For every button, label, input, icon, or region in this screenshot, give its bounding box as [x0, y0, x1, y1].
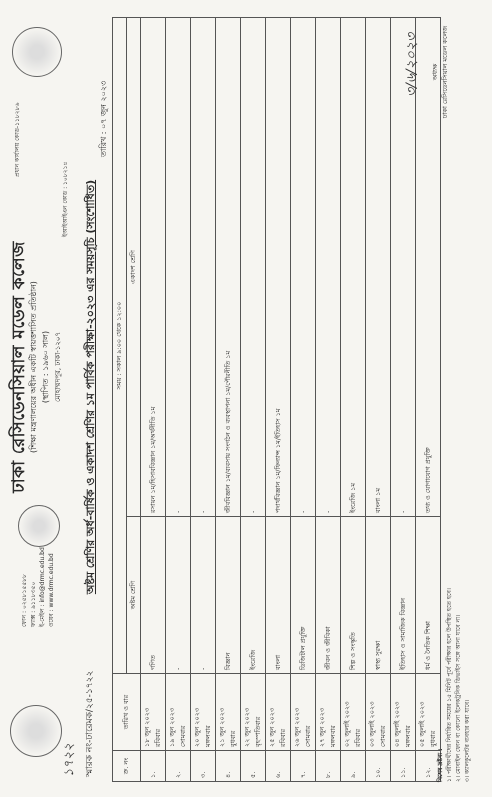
cell-date — [266, 674, 291, 751]
footer-notes — [436, 282, 472, 782]
contact-web: ওয়েব : www.drmc.edu.bd — [48, 553, 55, 627]
office-code: প্রধান কার্যালয় কোড-১১৮২৮৬ — [14, 102, 21, 177]
cell-sl: ৮. — [316, 751, 341, 782]
row-day: মঙ্গলবার — [404, 725, 412, 747]
cell-date — [166, 674, 191, 751]
note-title: বিশেষ দ্রষ্টব্য : — [437, 748, 444, 782]
cell-class8: ইতিহাস ও সামাজিক বিজ্ঞান — [391, 517, 416, 674]
cell-class8: - — [166, 517, 191, 674]
table-row — [241, 18, 266, 782]
cell-class8: বিজ্ঞান — [216, 517, 241, 674]
col-header-class8: অষ্টম শ্রেণি — [127, 517, 141, 674]
row-date: ২৭ জুন ২০২৩ — [318, 707, 326, 747]
row-day: রবিবার — [354, 728, 362, 747]
row-date: ২১ জুন ২০২৩ — [218, 707, 226, 747]
cell-class8: গণিত — [141, 517, 166, 674]
row-day: সোমবার — [379, 725, 387, 747]
row-date: ০৩ জুলাই ২০২৩ — [368, 701, 376, 747]
cell-class8: ইংরেজি — [241, 517, 266, 674]
cell-class11: - — [166, 18, 191, 517]
cell-class8: ডিজিটাল প্রযুক্তি — [291, 517, 316, 674]
signatory-institution: ঢাকা রেসিডেনসিয়াল মডেল কলেজ — [441, 25, 449, 119]
table-row — [166, 18, 191, 782]
row-date: ০৫ জুলাই ২০২৩ — [418, 701, 426, 747]
row-day: সোমবার — [179, 725, 187, 747]
row-day: বুধবার — [429, 730, 437, 747]
row-date: ২০ জুন ২০২৩ — [193, 707, 201, 747]
cell-sl: ১০. — [366, 751, 391, 782]
table-row — [266, 18, 291, 782]
cell-date — [191, 674, 216, 751]
college-established: (স্থাপিত : ১৯৬০ সাল) — [41, 330, 50, 404]
row-date: ১৮ জুন ২০২৩ — [143, 707, 151, 747]
college-logo-right — [12, 27, 62, 77]
cell-class11: পদার্থবিজ্ঞান ১ম/ফিন্যান্স ১ম/ইতিহাস ১ম — [266, 18, 291, 517]
contact-email: ই-মেইল : info@drmc.edu.bd — [39, 547, 46, 627]
signatory-title: অধ্যক্ষ — [431, 63, 439, 81]
cell-class11: ইংরেজি ১ম — [341, 18, 366, 517]
cell-class11: রসায়ন ১ম/হিসাববিজ্ঞান ১ম/অর্থনীতি ১ম — [141, 18, 166, 517]
row-day: সোমবার — [304, 725, 312, 747]
row-date: ০২ জুলাই ২০২৩ — [343, 701, 351, 747]
cell-date — [391, 674, 416, 751]
cell-class8: ধর্ম ও নৈতিক শিক্ষা — [416, 517, 441, 674]
cell-sl: ৪. — [216, 751, 241, 782]
cell-class8: শিল্প ও সংস্কৃতি — [341, 517, 366, 674]
note-item: ২। মোবাইল ফোন বা কোনো ইলেকট্রনিক ডিভাইস সঙ্গে আনা যাবে না। — [455, 614, 462, 782]
table-row — [191, 18, 216, 782]
cell-date — [341, 674, 366, 751]
cell-sl: ৫. — [241, 751, 266, 782]
cell-date — [291, 674, 316, 751]
cell-class11: তথ্য ও যোগাযোগ প্রযুক্তি — [416, 18, 441, 517]
col-header-date: তারিখ ও বার — [113, 674, 141, 751]
cell-sl: ৭. — [291, 751, 316, 782]
row-date: ২২ জুন ২০২৩ — [243, 707, 251, 747]
cell-class11: - — [241, 18, 266, 517]
row-day: বৃহস্পতিবার — [254, 716, 262, 747]
cell-class11: - — [191, 18, 216, 517]
signature-block — [430, 12, 450, 132]
college-subtitle: (শিক্ষা মন্ত্রণালয়ের অধীন একটি স্বায়ত্তশাসিত প্রতিষ্ঠান) — [29, 281, 38, 453]
row-date: ০৪ জুলাই ২০২৩ — [393, 701, 401, 747]
cell-sl: ৯. — [341, 751, 366, 782]
row-day: রবিবার — [279, 728, 287, 747]
cell-class8: বাংলা — [266, 517, 291, 674]
table-row — [141, 18, 166, 782]
cell-date — [216, 674, 241, 751]
issue-date: তারিখ : ০৭ জুন ২০২৩ — [99, 80, 108, 157]
cell-class11: - — [316, 18, 341, 517]
cell-sl: ২. — [166, 751, 191, 782]
handwritten-signature: ৩/৬/২০২৩ — [404, 32, 420, 97]
row-date: ২৫ জুন ২০২৩ — [268, 707, 276, 747]
contact-block — [20, 507, 56, 627]
cell-class11: - — [391, 18, 416, 517]
col-header-sl: ক্র. নং — [113, 751, 141, 782]
col-header-time: সময় : সকাল ৯:০০ থেকে ১২:০০ — [113, 18, 127, 674]
eiin-code: ইআইআইএন কোড : ১০৮২১৪ — [62, 161, 69, 237]
row-day: মঙ্গলবার — [329, 725, 337, 747]
college-logo-left — [10, 705, 62, 757]
cell-class8: - — [191, 517, 216, 674]
row-day: বুধবার — [229, 730, 237, 747]
cell-sl: ৬. — [266, 751, 291, 782]
table-row — [391, 18, 416, 782]
table-row — [216, 18, 241, 782]
cell-sl: ১. — [141, 751, 166, 782]
cell-sl: ১২. — [416, 751, 441, 782]
note-item: ৩। ক্যালকুলেটর ব্যবহার করা যাবে। — [464, 699, 471, 782]
row-date: ১৯ জুন ২০২৩ — [168, 707, 176, 747]
table-row — [291, 18, 316, 782]
cell-class11: বাংলা ১ম — [366, 18, 391, 517]
cell-class11: জীববিজ্ঞান ১ম/ব্যবসায় সংগঠন ও ব্যবস্থাপনা ১ম/পৌরনীতি ১ম — [216, 18, 241, 517]
college-name: ঢাকা রেসিডেনসিয়াল মডেল কলেজ — [9, 241, 29, 493]
cell-date — [366, 674, 391, 751]
note-item: ১। পরীক্ষার্থীদের নির্ধারিত সময়ের ১৫ মিনিট পূর্বে পরীক্ষার হলে উপস্থিত হতে হবে। — [446, 588, 453, 782]
college-address: মোহাম্মদপুর, ঢাকা-১২০৭ — [54, 331, 62, 403]
cell-date — [141, 674, 166, 751]
row-day: রবিবার — [154, 728, 162, 747]
row-day: মঙ্গলবার — [204, 725, 212, 747]
cell-sl: ১১. — [391, 751, 416, 782]
exam-title: অষ্টম শ্রেণির অর্ধ-বার্ষিক ও একাদশ শ্রেণির ১ম পার্বিক পরীক্ষা-২০২৩ এর সময়সূচি (সংশোধিত) — [84, 179, 97, 595]
row-date: ২৬ জুন ২০২৩ — [293, 707, 301, 747]
contact-fax: ফ্যাক্স : ৯১১৮৩৫০ — [30, 581, 37, 627]
cell-class11: - — [291, 18, 316, 517]
cell-class8: স্বাস্থ্য সুরক্ষা — [366, 517, 391, 674]
cell-date — [241, 674, 266, 751]
table-row — [341, 18, 366, 782]
cell-date — [316, 674, 341, 751]
cell-class8: জীবন ও জীবিকা — [316, 517, 341, 674]
reference-number: স্মারক নং-ঢারেমক/২৫-১৭২২ — [85, 670, 95, 777]
handwritten-ref: ১৭২২ — [62, 743, 77, 777]
table-row — [366, 18, 391, 782]
exam-schedule-table — [112, 17, 441, 782]
col-header-class11: একাদশ শ্রেণি — [127, 18, 141, 517]
contact-phone: ফোন : ০২৫৮১৫৫৮৮ — [21, 573, 28, 627]
cell-sl: ৩. — [191, 751, 216, 782]
table-row — [316, 18, 341, 782]
